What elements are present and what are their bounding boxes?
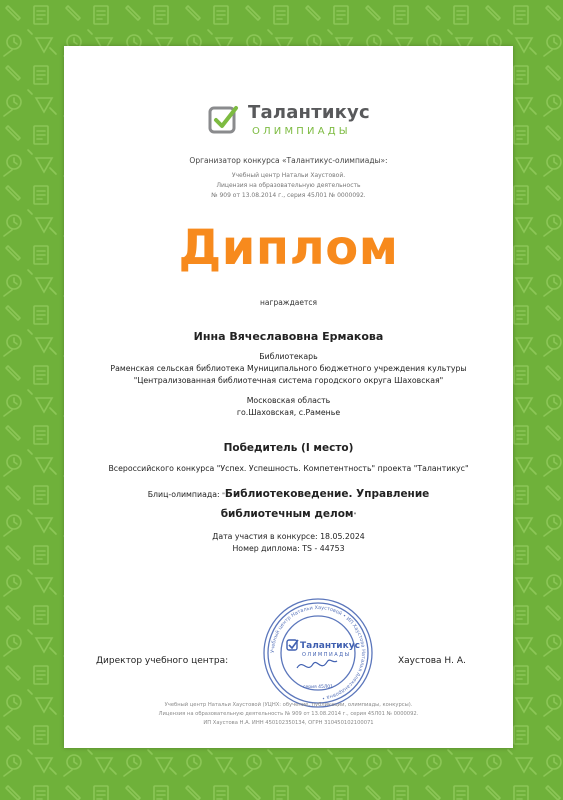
- stamp-center-name: Талантикус: [300, 641, 360, 651]
- recipient-org-line: Раменская сельская библиотека Муниципального бюджетного учреждения культуры: [110, 364, 467, 373]
- recipient-position: Библиотекарь: [259, 352, 318, 361]
- footer-line: Лицензия на образовательную деятельность № 909 от 13.08.2014 г., серия 45Л01 № 0000092.: [158, 711, 419, 717]
- organizer-line: № 909 от 13.08.2014 г., серия 45Л01 № 0000092.: [211, 192, 366, 199]
- organization-stamp: [261, 596, 375, 710]
- talantikus-logo: [208, 102, 378, 146]
- result-title: Победитель (I место): [223, 442, 354, 454]
- stamp-center-subtitle: ОЛИМПИАДЫ: [302, 652, 351, 658]
- diploma-sheet: [64, 46, 513, 748]
- director-name: Хаустова Н. А.: [398, 656, 466, 666]
- recipient-name: Инна Вячеславовна Ермакова: [193, 330, 384, 343]
- olympiad-line-1: [64, 482, 513, 501]
- recipient-city: го.Шаховская, с.Раменье: [236, 408, 341, 417]
- olympiad-name-line-2: библиотечным делом: [220, 508, 354, 520]
- recipient-region: Московская область: [246, 396, 331, 405]
- diploma-number: Номер диплома: TS - 44753: [232, 544, 345, 553]
- stamp-bottom-text: серия 45Л01: [303, 685, 333, 690]
- olympiad-name-line-1: Библиотековедение. Управление: [224, 488, 430, 500]
- footer-line: ИП Хаустова Н.А. ИНН 450102350134, ОГРН 310450102100071: [203, 720, 374, 726]
- olympiad-line-2: [64, 502, 513, 521]
- checkmark-logo-icon: [208, 104, 240, 136]
- logo-subtitle: ОЛИМПИАДЫ: [252, 126, 351, 137]
- olympiad-close-quote: ": [353, 512, 357, 519]
- participation-date: Дата участия в конкурсе: 18.05.2024: [212, 532, 365, 541]
- olympiad-label: Блиц-олимпиада:: [147, 490, 223, 499]
- organizer-line: Лицензия на образовательную деятельность: [216, 182, 361, 189]
- diploma-title: Диплом: [178, 220, 399, 276]
- logo-name: Талантикус: [248, 102, 370, 123]
- organizer-title: Организатор конкурса «Талантикус-олимпиады»:: [189, 156, 388, 165]
- olympiad-open-quote: ": [222, 492, 225, 499]
- awarded-text: награждается: [260, 298, 317, 307]
- recipient-org-line: "Централизованная библиотечная система городского округа Шаховская": [133, 376, 444, 385]
- director-label: Директор учебного центра:: [96, 656, 229, 666]
- contest-line: Всероссийского конкурса "Успех. Успешность. Компетентность" проекта "Талантикус": [108, 464, 469, 473]
- stamp-ring-text: Учебный центр Натальи Хаустовой • ИП Хаустова Наталья Александровна •: [269, 604, 367, 701]
- footer-line: Учебный центр Натальи Хаустовой (УЦНХ: обучение, публикации, олимпиады, конкурсы).: [164, 702, 413, 708]
- organizer-line: Учебный центр Натальи Хаустовой.: [231, 172, 346, 179]
- director-signature: [297, 660, 337, 668]
